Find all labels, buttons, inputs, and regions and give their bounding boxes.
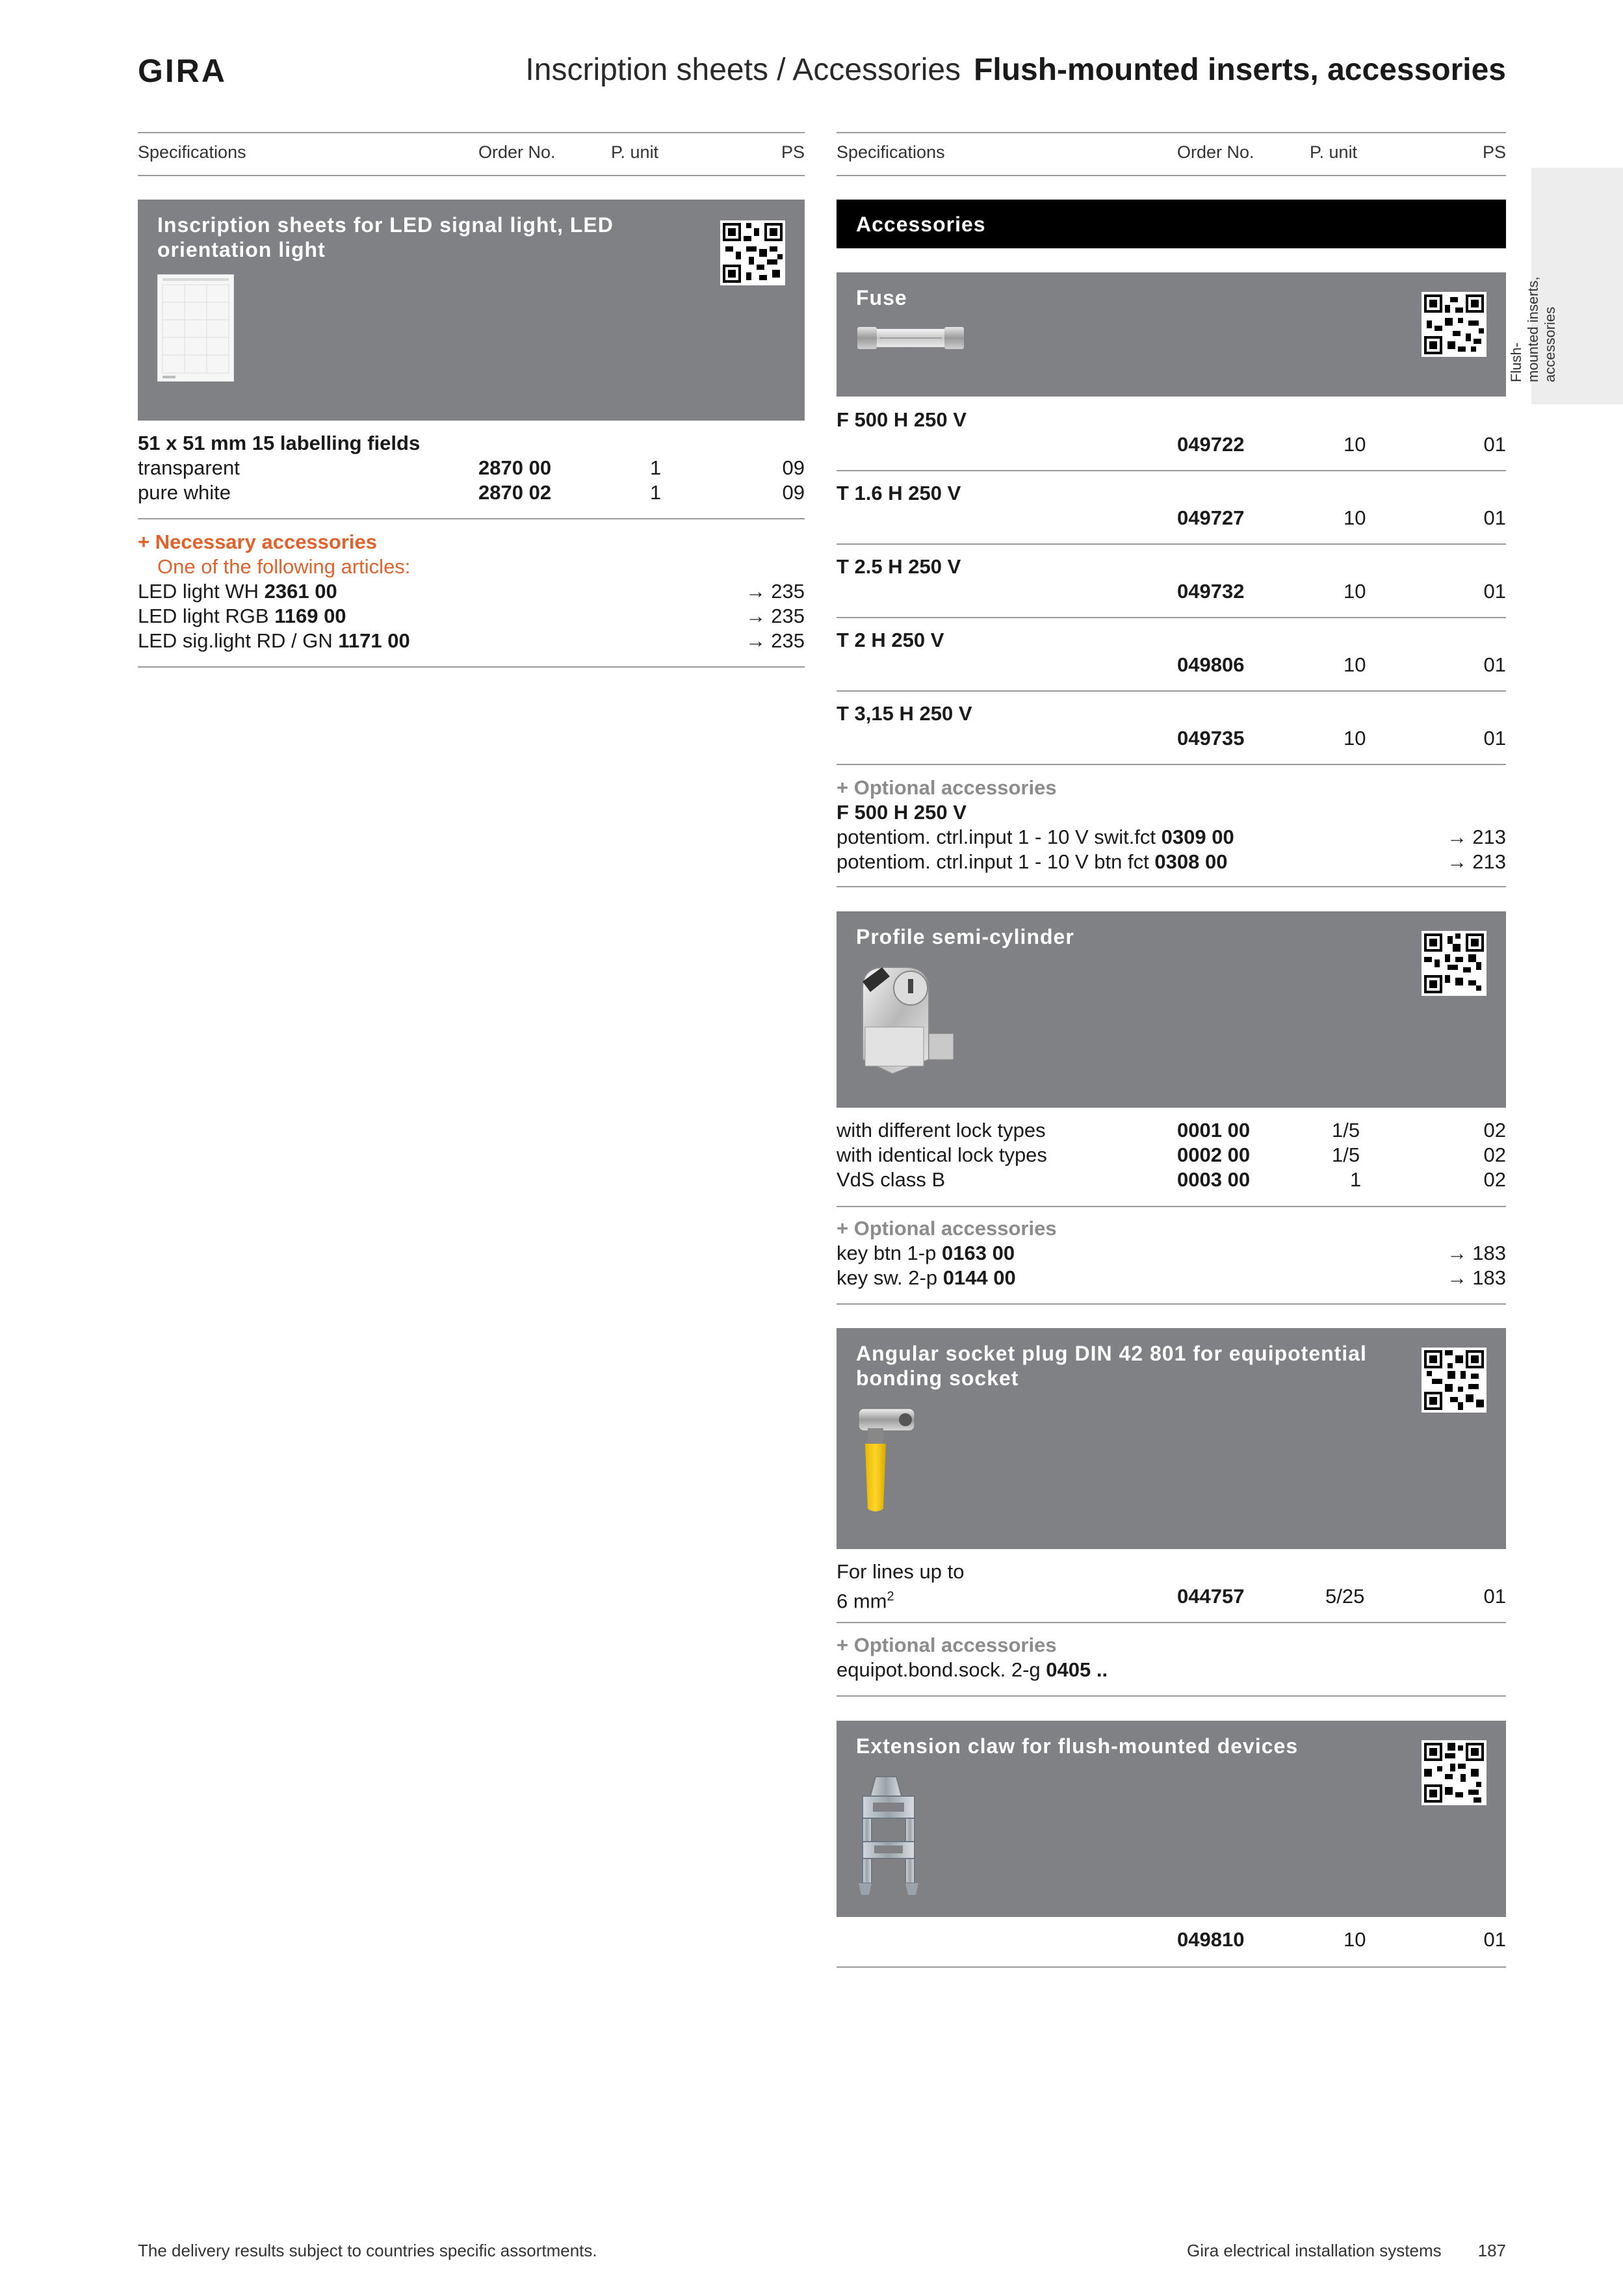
row-ps: 01 (1483, 580, 1506, 603)
accessory-item[interactable] (138, 629, 805, 653)
divider (837, 543, 1506, 545)
header-ps: PS (781, 142, 805, 162)
row-desc: transparent (138, 456, 240, 479)
fuse-title: Fuse (856, 286, 907, 309)
footer-brand: Gira electrical installation systems (1187, 2241, 1442, 2260)
qr-code-icon[interactable] (1422, 1348, 1487, 1413)
header-order-no: Order No. (1177, 142, 1254, 162)
row-order-no[interactable]: 049810 (1177, 1928, 1245, 1951)
row-p-unit: 5/25 (1325, 1585, 1365, 1608)
qr-code-icon[interactable] (1422, 1740, 1487, 1805)
row-desc: with different lock types (837, 1119, 1046, 1141)
cylinder-box (837, 911, 1506, 1108)
header-specifications: Specifications (837, 142, 945, 162)
row-ps: 01 (1483, 727, 1506, 750)
divider (138, 666, 805, 668)
side-tab-line-2: mounted inserts, (1525, 276, 1541, 382)
fuse-name: T 3,15 H 250 V (837, 702, 972, 725)
row-ps: 09 (782, 456, 805, 479)
column-header-left (138, 132, 805, 176)
row-order-no[interactable]: 049722 (1177, 433, 1245, 456)
header-p-unit: P. unit (1310, 142, 1358, 162)
divider (837, 1303, 1506, 1305)
arrow-right-icon: → (1447, 1266, 1467, 1289)
page-number: 187 (1477, 2241, 1506, 2260)
optional-accessories-subtitle: F 500 H 250 V (837, 801, 967, 824)
row-ps: 02 (1483, 1168, 1506, 1191)
divider (837, 1206, 1506, 1207)
arrow-right-icon: → (1447, 826, 1467, 848)
accessory-code: 0144 00 (942, 1266, 1016, 1289)
semi-cylinder-image (856, 962, 960, 1086)
divider (837, 1695, 1506, 1697)
row-ps: 01 (1483, 433, 1506, 456)
optional-accessories-title: + Optional accessories (837, 776, 1057, 799)
inscription-sheets-box (138, 200, 805, 421)
accessory-code: 1171 00 (338, 629, 410, 652)
footer-right (1187, 2241, 1506, 2261)
row-ps: 01 (1483, 653, 1506, 676)
page-title-regular: Inscription sheets / Accessories (525, 53, 961, 87)
fuse-name: T 2.5 H 250 V (837, 555, 961, 578)
row-p-unit: 1/5 (1332, 1119, 1360, 1141)
socket-plug-image (856, 1405, 921, 1515)
row-desc: VdS class B (837, 1168, 946, 1191)
row-p-unit: 10 (1344, 653, 1366, 676)
fuse-image (856, 323, 965, 353)
page-title (525, 52, 1506, 88)
divider (837, 690, 1506, 692)
arrow-right-icon: → (746, 605, 766, 627)
accessory-code: 0309 00 (1161, 826, 1234, 848)
accessory-page[interactable]: 235 (771, 605, 805, 627)
accessory-page[interactable]: 183 (1472, 1242, 1506, 1264)
accessory-code: 0405 .. (1046, 1658, 1108, 1681)
row-p-unit: 10 (1344, 433, 1366, 456)
necessary-accessories-subtitle: One of the following articles: (157, 555, 411, 578)
accessories-section-title: Accessories (856, 213, 986, 236)
accessory-page[interactable]: 213 (1472, 850, 1506, 873)
accessory-code: 0308 00 (1154, 850, 1228, 873)
footer-note: The delivery results subject to countries specific assortments. (138, 2241, 597, 2260)
inscription-box-title (157, 213, 614, 262)
row-desc (837, 1584, 894, 1613)
accessory-text: potentiom. ctrl.input 1 - 10 V swit.fct (837, 826, 1156, 848)
accessory-text: potentiom. ctrl.input 1 - 10 V btn fct (837, 850, 1149, 873)
socket-plug-box (837, 1328, 1506, 1549)
arrow-right-icon: → (1447, 1242, 1467, 1264)
accessory-text: key btn 1-p (837, 1242, 937, 1264)
row-ps: 01 (1483, 506, 1506, 529)
qr-code-icon[interactable] (720, 220, 785, 285)
qr-code-icon[interactable] (1422, 931, 1487, 996)
accessories-section-bar (837, 200, 1506, 248)
accessory-item[interactable] (138, 604, 805, 629)
accessory-page[interactable]: 183 (1472, 1266, 1506, 1289)
superscript: 2 (887, 1589, 894, 1604)
row-p-unit: 10 (1344, 580, 1366, 603)
accessory-item[interactable] (837, 1266, 1506, 1290)
row-order-no[interactable]: 0001 00 (1177, 1119, 1251, 1141)
accessory-text: LED light RGB (138, 605, 269, 627)
row-ps: 01 (1483, 1928, 1506, 1951)
row-p-unit: 1 (650, 481, 662, 504)
accessory-page[interactable]: 213 (1472, 826, 1506, 848)
extension-claw-image (856, 1770, 921, 1900)
header-ps: PS (1482, 142, 1506, 162)
optional-accessories-title: + Optional accessories (837, 1217, 1057, 1240)
row-p-unit: 1 (650, 456, 662, 479)
row-p-unit: 10 (1344, 1928, 1366, 1951)
necessary-accessories-title: + Necessary accessories (138, 530, 378, 553)
row-order-no[interactable]: 049732 (1177, 580, 1245, 603)
accessory-text: LED sig.light RD / GN (138, 629, 333, 652)
column-header-right (837, 132, 1506, 176)
row-order-no[interactable]: 049727 (1177, 506, 1245, 529)
row-desc: with identical lock types (837, 1143, 1047, 1166)
extension-claw-box (837, 1721, 1506, 1917)
row-order-no[interactable]: 049735 (1177, 727, 1245, 750)
inscription-box-title-line-1: Inscription sheets for LED signal light, LED (157, 213, 614, 237)
socket-plug-title-line-1: Angular socket plug DIN 42 801 for equipotential (856, 1342, 1367, 1365)
row-order-no[interactable]: 0002 00 (1177, 1143, 1251, 1166)
row-order-no[interactable]: 044757 (1177, 1585, 1245, 1608)
accessory-text: LED light WH (138, 580, 259, 603)
row-order-no[interactable]: 0003 00 (1177, 1168, 1251, 1191)
accessory-item[interactable] (837, 850, 1506, 874)
accessory-page[interactable]: 235 (771, 580, 805, 603)
side-tab-line-1: Flush- (1508, 342, 1524, 382)
accessory-item[interactable] (837, 1241, 1506, 1266)
row-order-no[interactable]: 049806 (1177, 653, 1245, 676)
divider (837, 617, 1506, 618)
side-tab-line-3: accessories (1542, 306, 1558, 382)
extension-claw-title: Extension claw for flush-mounted devices (856, 1734, 1299, 1758)
cylinder-title: Profile semi-cylinder (856, 925, 1074, 948)
header-order-no: Order No. (478, 142, 556, 162)
accessory-item[interactable] (138, 579, 805, 604)
divider (837, 886, 1506, 887)
row-p-unit: 10 (1344, 727, 1366, 750)
group-title: 51 x 51 mm 15 labelling fields (138, 432, 421, 454)
row-desc-text: 6 mm (837, 1589, 887, 1613)
row-p-unit: 1 (1350, 1168, 1362, 1191)
row-order-no[interactable]: 2870 02 (478, 481, 552, 504)
socket-plug-title-line-2: bonding socket (856, 1366, 1019, 1390)
accessory-code: 1169 00 (274, 605, 346, 627)
row-p-unit: 1/5 (1332, 1143, 1360, 1166)
arrow-right-icon: → (746, 629, 766, 652)
divider (138, 518, 805, 519)
socket-plug-title (856, 1341, 1367, 1390)
arrow-right-icon: → (1447, 850, 1467, 873)
fuse-box (837, 272, 1506, 397)
fuse-name: T 1.6 H 250 V (837, 482, 961, 504)
optional-accessories-title: + Optional accessories (837, 1634, 1057, 1656)
inscription-box-title-line-2: orientation light (157, 238, 326, 261)
divider (837, 764, 1506, 765)
row-desc: pure white (138, 481, 231, 504)
row-p-unit: 10 (1344, 506, 1366, 529)
fuse-name: F 500 H 250 V (837, 408, 967, 431)
header-p-unit: P. unit (611, 142, 659, 162)
gira-logo: GIRA (138, 53, 227, 89)
page-title-bold: Flush-mounted inserts, accessories (974, 53, 1506, 87)
divider (837, 1966, 1506, 1968)
accessory-item[interactable] (837, 825, 1506, 850)
section-side-tab[interactable] (1508, 168, 1623, 404)
row-desc: For lines up to (837, 1560, 965, 1583)
inscription-sheet-image (157, 274, 234, 382)
header-specifications: Specifications (138, 142, 246, 162)
fuse-name: T 2 H 250 V (837, 629, 944, 651)
side-tab-label (1508, 187, 1559, 382)
accessory-code: 2361 00 (264, 580, 337, 603)
row-ps: 02 (1483, 1119, 1506, 1141)
qr-code-icon[interactable] (1422, 292, 1487, 357)
accessory-code: 0163 00 (942, 1242, 1015, 1264)
row-ps: 01 (1483, 1585, 1506, 1608)
accessory-item[interactable] (837, 1658, 1506, 1682)
arrow-right-icon: → (746, 580, 766, 603)
divider (837, 1622, 1506, 1623)
accessory-page[interactable]: 235 (771, 629, 805, 652)
row-ps: 02 (1483, 1143, 1506, 1166)
accessory-text: equipot.bond.sock. 2-g (837, 1658, 1041, 1681)
divider (837, 470, 1506, 471)
accessory-text: key sw. 2-p (837, 1266, 938, 1289)
row-order-no[interactable]: 2870 00 (478, 456, 552, 479)
row-ps: 09 (782, 481, 805, 504)
